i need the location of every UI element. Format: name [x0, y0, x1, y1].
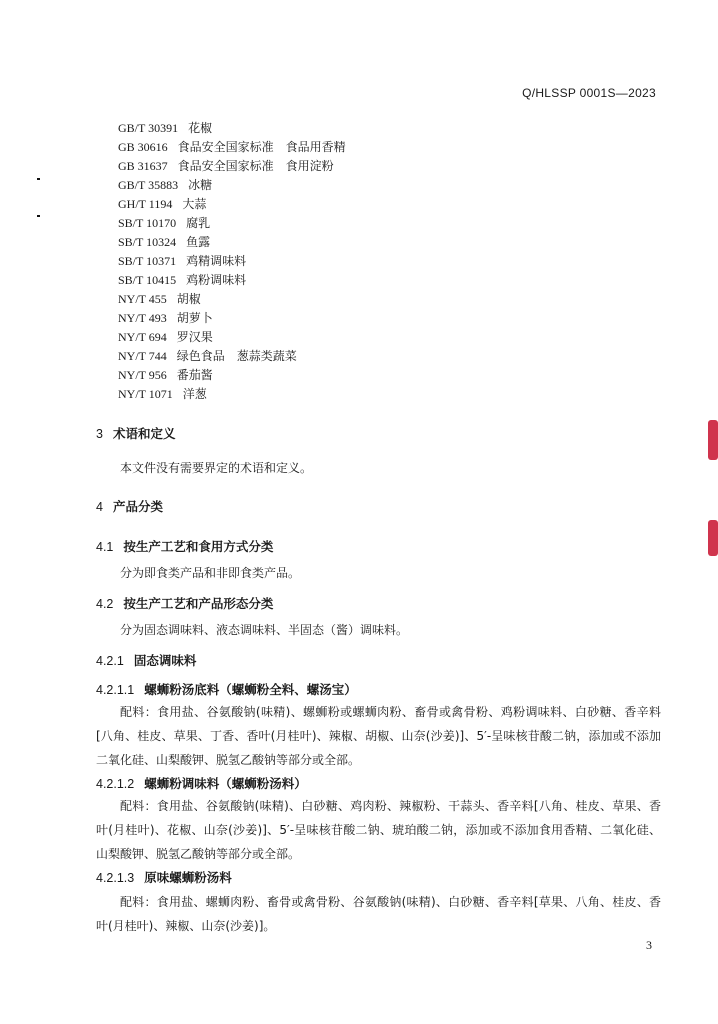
section-title: 固态调味料 — [133, 653, 197, 668]
section-title: 螺蛳粉调味料（螺蛳粉汤料） — [144, 776, 307, 791]
reference-title: 鸡粉调味料 — [186, 273, 247, 287]
reference-title: 洋葱 — [182, 387, 207, 401]
reference-title: 罗汉果 — [176, 330, 213, 344]
section-body-4-2-1-2: 配料：食用盐、谷氨酸钠(味精)、白砂糖、鸡肉粉、辣椒粉、干蒜头、香辛料[八角、桂皮、草果、香叶(月桂叶)、花椒、山奈(沙姜)]、5′-呈味核苷酸二钠、琥珀酸二钠，添加或不添加食用香精、二氧化硅、山梨酸钾、脱氢乙酸钠等部分或全部。 — [96, 799, 661, 861]
reference-title: 绿色食品 葱蒜类蔬菜 — [176, 349, 297, 363]
reference-code: NY/T 1071 — [118, 387, 173, 401]
scan-dust-mark — [37, 178, 40, 180]
reference-code: NY/T 455 — [118, 292, 167, 306]
section-body-4-2: 分为固态调味料、液态调味料、半固态（酱）调味料。 — [120, 623, 409, 637]
section-body-4-2-1-3: 配料：食用盐、螺蛳肉粉、畜骨或禽骨粉、谷氨酸钠(味精)、白砂糖、香辛料[草果、八角、桂皮、香叶(月桂叶)、辣椒、山奈(沙姜)]。 — [96, 895, 661, 933]
reference-title: 花椒 — [188, 121, 213, 135]
scan-dust-mark — [37, 215, 40, 217]
reference-code: SB/T 10170 — [118, 216, 177, 230]
seal-stamp-edge — [708, 420, 718, 460]
section-title: 产品分类 — [112, 499, 163, 514]
reference-code: SB/T 10371 — [118, 254, 177, 268]
section-heading-4-2-1-2 — [96, 774, 307, 792]
section-heading-4-2-1-1 — [96, 680, 357, 698]
section-heading-4 — [96, 497, 163, 515]
reference-item — [118, 252, 346, 271]
reference-item — [118, 385, 346, 404]
reference-title: 鸡精调味料 — [186, 254, 247, 268]
reference-code: SB/T 10415 — [118, 273, 177, 287]
reference-code: NY/T 956 — [118, 368, 167, 382]
section-number: 4.2.1 — [96, 654, 124, 668]
reference-title: 食品安全国家标准 食用淀粉 — [177, 159, 334, 173]
section-title: 螺蛳粉汤底料（螺蛳粉全料、螺汤宝） — [144, 682, 357, 697]
reference-code: GB/T 30391 — [118, 121, 179, 135]
normative-references-list — [118, 119, 346, 404]
section-body-4-2-1-1: 配料：食用盐、谷氨酸钠(味精)、螺蛳粉或螺蛳肉粉、畜骨或禽骨粉、鸡粉调味料、白砂糖、香辛料[八角、桂皮、草果、丁香、香叶(月桂叶)、辣椒、胡椒、山奈(沙姜)]、5′-呈味核苷酸二钠，添加或不添加二氧化硅、山梨酸钾、脱氢乙酸钠等部分或全部。 — [96, 705, 661, 767]
page-number: 3 — [646, 938, 652, 952]
section-title: 按生产工艺和食用方式分类 — [123, 539, 274, 554]
reference-title: 胡萝卜 — [176, 311, 213, 325]
reference-item — [118, 366, 346, 385]
reference-item — [118, 138, 346, 157]
section-number: 4.2.1.1 — [96, 683, 135, 697]
reference-item — [118, 233, 346, 252]
section-heading-4-2 — [96, 594, 273, 612]
reference-code: NY/T 744 — [118, 349, 167, 363]
reference-title: 胡椒 — [176, 292, 201, 306]
section-number: 4.2.1.3 — [96, 871, 135, 885]
reference-item — [118, 347, 346, 366]
reference-item — [118, 119, 346, 138]
reference-code: NY/T 694 — [118, 330, 167, 344]
section-number: 4 — [96, 500, 103, 514]
reference-title: 鱼露 — [186, 235, 211, 249]
section-number: 4.1 — [96, 540, 114, 554]
section-heading-4-2-1-3 — [96, 868, 232, 886]
section-title: 按生产工艺和产品形态分类 — [123, 596, 274, 611]
section-heading-4-2-1 — [96, 651, 196, 669]
reference-title: 番茄酱 — [176, 368, 213, 382]
seal-stamp-edge — [708, 520, 718, 556]
reference-item — [118, 271, 346, 290]
reference-code: SB/T 10324 — [118, 235, 177, 249]
reference-item — [118, 214, 346, 233]
reference-item — [118, 328, 346, 347]
reference-code: NY/T 493 — [118, 311, 167, 325]
section-body-4-1: 分为即食类产品和非即食类产品。 — [120, 566, 301, 580]
standard-code: Q/HLSSP 0001S—2023 — [522, 86, 656, 100]
reference-code: GB/T 35883 — [118, 178, 179, 192]
section-title: 术语和定义 — [112, 426, 176, 441]
reference-code: GB 31637 — [118, 159, 168, 173]
section-title: 原味螺蛳粉汤料 — [144, 870, 232, 885]
reference-item — [118, 290, 346, 309]
reference-title: 大蒜 — [182, 197, 207, 211]
section-number: 3 — [96, 427, 103, 441]
reference-item — [118, 195, 346, 214]
reference-code: GH/T 1194 — [118, 197, 173, 211]
section-number: 4.2 — [96, 597, 114, 611]
reference-title: 腐乳 — [186, 216, 211, 230]
reference-code: GB 30616 — [118, 140, 168, 154]
section-heading-4-1 — [96, 537, 273, 555]
reference-title: 食品安全国家标准 食品用香精 — [177, 140, 346, 154]
reference-item — [118, 157, 346, 176]
reference-item — [118, 309, 346, 328]
reference-title: 冰糖 — [188, 178, 213, 192]
reference-item — [118, 176, 346, 195]
section-number: 4.2.1.2 — [96, 777, 135, 791]
section-heading-3 — [96, 424, 175, 442]
section-body-3: 本文件没有需要界定的术语和定义。 — [120, 461, 313, 475]
